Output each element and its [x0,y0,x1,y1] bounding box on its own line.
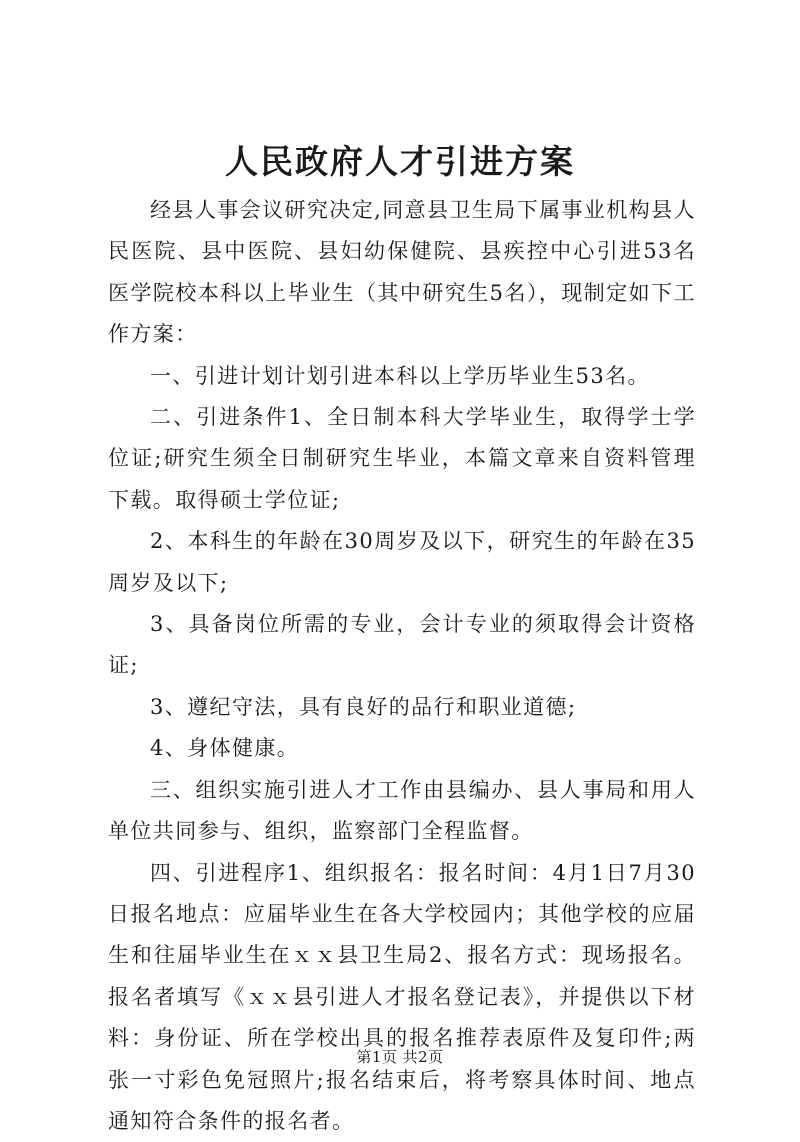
paragraph-major: 3、具备岗位所需的专业，会计专业的须取得会计资格证; [108,604,696,687]
paragraph-age: 2、本科生的年龄在30周岁及以下，研究生的年龄在35周岁及以下; [108,521,696,604]
paragraph-conduct: 3、遵纪守法，具有良好的品行和职业道德; [108,687,696,728]
page-footer: 第1页 共2页 [0,1046,800,1067]
paragraph-plan: 一、引进计划计划引进本科以上学历毕业生53名。 [108,356,696,397]
document-title: 人民政府人才引进方案 [0,136,800,183]
document-body [108,190,696,1142]
paragraph-conditions: 二、引进条件1、全日制本科大学毕业生，取得学士学位证;研究生须全日制研究生毕业，本篇文章来自资料管理下载。取得硕士学位证; [108,397,696,521]
paragraph-intro: 经县人事会议研究决定,同意县卫生局下属事业机构县人民医院、县中医院、县妇幼保健院、县疾控中心引进53名医学院校本科以上毕业生（其中研究生5名），现制定如下工作方案： [108,190,696,356]
paragraph-health: 4、身体健康。 [108,728,696,769]
paragraph-organization: 三、组织实施引进人才工作由县编办、县人事局和用人单位共同参与、组织，监察部门全程监督。 [108,770,696,853]
paragraph-procedure: 四、引进程序1、组织报名：报名时间：4月1日7月30日报名地点：应届毕业生在各大学校园内；其他学校的应届生和往届毕业生在ｘｘ县卫生局2、报名方式：现场报名。报名者填写《ｘｘ县引进人才报名登记表》，并提供以下材料：身份证、所在学校出具的报名推荐表原件及复印件;两张一寸彩色免冠照片;报名结束后，将考察具体时间、地点通知符合条件的报名者。 [108,853,696,1142]
